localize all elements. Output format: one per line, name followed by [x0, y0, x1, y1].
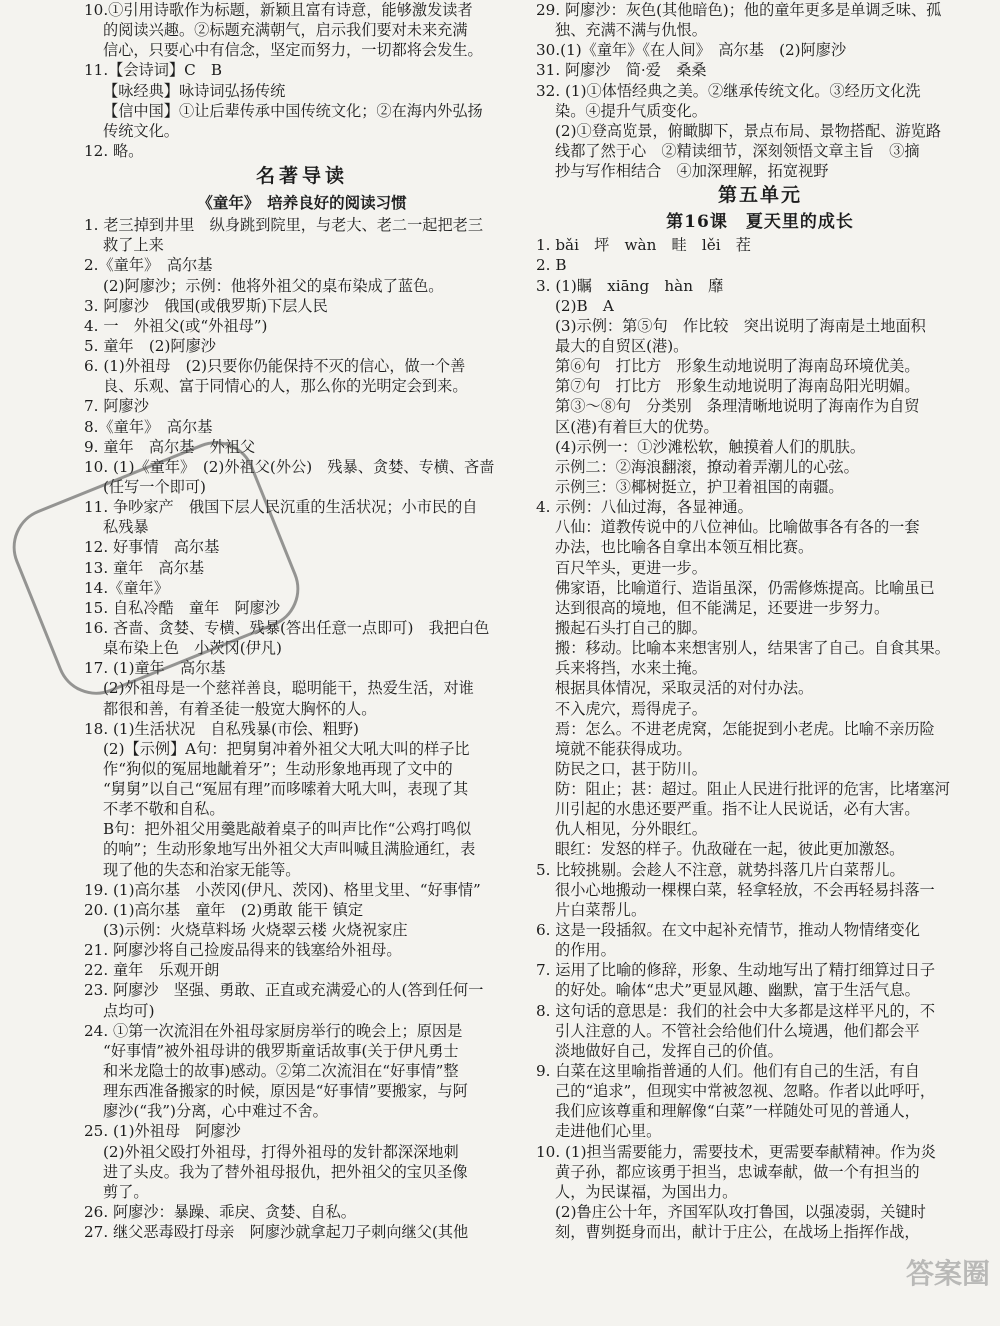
answer-line: 都很和善，有着圣徒一般宽大胸怀的人。 — [103, 699, 377, 718]
answer-line: 6. (1)外祖母 (2)只要你仍能保持不灭的信心，做一个善 — [84, 357, 466, 376]
answer-line: 23. 阿廖沙 坚强、勇敢、正直或充满爱心的人(答到任何一 — [84, 981, 484, 1000]
answer-line: 传统文化。 — [103, 121, 179, 140]
answer-line: 抄与写作相结合 ④加深理解，拓宽视野 — [555, 162, 829, 181]
answer-line: 27. 继父恶毒殴打母亲 阿廖沙就拿起刀子刺向继父(其他 — [84, 1223, 469, 1242]
answer-line: 不入虎穴，焉得虎子。 — [555, 699, 707, 718]
answer-line: 8.《童年》 高尔基 — [84, 417, 213, 436]
answer-line: 22. 童年 乐观开朗 — [84, 961, 220, 980]
answer-line: 9. 白菜在这里喻指普通的人们。他们有自己的生活，有自 — [536, 1062, 920, 1081]
heading: 《童年》 培养良好的阅读习惯 — [197, 193, 407, 213]
answer-line: 黄子孙，都应该勇于担当，忠诚奉献，做一个有担当的 — [555, 1162, 920, 1181]
answer-line: 防：阻止；甚：超过。阻止人民进行批评的危害，比堵塞河 — [555, 780, 950, 799]
answer-line: 廖沙(“我”)分离，心中难过不舍。 — [103, 1102, 328, 1121]
answer-line: 15. 自私冷酷 童年 阿廖沙 — [84, 598, 281, 617]
heading: 第16课 夏天里的成长 — [666, 212, 854, 233]
answer-line: 区(港)有着巨大的优势。 — [555, 417, 719, 436]
answer-line: “好事情”被外祖母讲的俄罗斯童话故事(关于伊凡勇士 — [103, 1041, 459, 1060]
answer-line: 示例二：②海浪翻滚，撩动着弄潮儿的心弦。 — [555, 457, 859, 476]
answer-line: 最大的自贸区(港)。 — [555, 336, 689, 355]
answer-line: 进了头皮。我为了替外祖母报仇，把外祖父的宝贝圣像 — [103, 1162, 468, 1181]
answer-line: 和米龙隐士的故事)感动。②第二次流泪在“好事情”整 — [103, 1062, 459, 1081]
answer-line: 引人注意的人。不管社会给他们什么境遇，他们都会平 — [555, 1021, 920, 1040]
answer-line: 2. B — [536, 256, 567, 275]
answer-line: 6. 这是一段插叙。在文中起补充情节，推动人物情绪变化 — [536, 921, 920, 940]
answer-line: 30.(1)《童年》《在人间》 高尔基 (2)阿廖沙 — [536, 41, 847, 60]
answer-line: 10.①引用诗歌作为标题，新颖且富有诗意，能够激发读者 — [84, 1, 473, 19]
answer-line: 1. bǎi 坪 wàn 畦 lěi 茬 — [536, 236, 751, 255]
answer-line: 5. 童年 (2)阿廖沙 — [84, 336, 216, 355]
answer-line: 剪了。 — [103, 1182, 149, 1201]
answer-line: 示例三：③椰树挺立，护卫着祖国的南疆。 — [555, 477, 844, 496]
answer-line: 31. 阿廖沙 简·爱 桑桑 — [536, 61, 707, 80]
answer-line: 【咏经典】咏诗词弘扬传统 — [103, 81, 286, 100]
answer-line: 私残暴 — [103, 518, 149, 537]
answer-line: (2)鲁庄公十年，齐国军队攻打鲁国，以强凌弱，关键时 — [555, 1203, 926, 1222]
heading: 名著导读 — [255, 165, 348, 188]
answer-line: 26. 阿廖沙：暴躁、乖戾、贪婪、自私。 — [84, 1203, 356, 1222]
answer-line: (2)【示例】A句：把舅舅冲着外祖父大吼大叫的样子比 — [103, 739, 470, 758]
answer-line: (3)示例：火烧草料场 火烧翠云楼 火烧祝家庄 — [103, 921, 408, 940]
answer-line: 搬：移动。比喻本来想害别人，结果害了自己。自食其果。 — [555, 639, 950, 658]
answer-line: 25. (1)外祖母 阿廖沙 — [84, 1122, 241, 1141]
answer-line: (2)①登高览景，俯瞰脚下，景点布局、景物搭配、游览路 — [555, 121, 942, 140]
answer-line: 作“狗似的冤屈地龇着牙”；生动形象地再现了文中的 — [103, 759, 453, 778]
answer-line: 8. 这句话的意思是：我们的社会中大多都是这样平凡的，不 — [536, 1001, 936, 1020]
answer-line: 4. 一 外祖父(或“外祖母”) — [84, 316, 268, 335]
answer-line: 12. 略。 — [84, 141, 144, 160]
answer-line: 焉：怎么。不进老虎窝，怎能捉到小老虎。比喻不亲历险 — [555, 719, 935, 738]
answer-line: 八仙：道教传说中的八位神仙。比喻做事各有各的一套 — [555, 518, 920, 537]
answer-line: 4. 示例：八仙过海，各显神通。 — [536, 498, 753, 517]
answer-line: 7. 阿廖沙 — [84, 397, 149, 416]
answer-line: 【信中国】①让后辈传承中国传统文化；②在海内外弘扬 — [103, 101, 483, 120]
answer-line: 片白菜帮儿。 — [555, 900, 647, 919]
answer-line: 5. 比较挑剔。会趁人不注意，就势抖落几片白菜帮儿。 — [536, 860, 905, 879]
answer-line: 川引起的水患还要严重。指不让人民说话，必有大害。 — [555, 800, 920, 819]
answer-line: (任写一个即可) — [103, 477, 206, 496]
answer-line: 佛家语，比喻道行、造诣虽深，仍需修炼提高。比喻虽已 — [555, 578, 935, 597]
answer-line: 的响”；生动形象地写出外祖父大声叫喊且满脸通红，表 — [103, 840, 476, 859]
answer-line: 淡地做好自己，发挥自己的价值。 — [555, 1041, 783, 1060]
answer-line: 点均可) — [103, 1001, 155, 1020]
answer-line: 11.【会诗词】C B — [84, 61, 223, 80]
answer-line: (2)外祖母是一个慈祥善良，聪明能干，热爱生活，对谁 — [103, 679, 474, 698]
answer-line: 境就不能获得成功。 — [555, 739, 692, 758]
answer-line: 的好处。喻体“忠犬”更显风趣、幽默，富于生活气息。 — [555, 981, 920, 1000]
answer-line: B句：把外祖父用羹匙敲着桌子的叫声比作“公鸡打鸣似 — [103, 820, 472, 839]
answer-line: 线都了然于心 ②精读细节，深刻领悟文章主旨 ③摘 — [555, 141, 920, 160]
answer-line: 兵来将挡，水来土掩。 — [555, 659, 707, 678]
right-column — [536, 0, 984, 1326]
answer-line: 第⑦句 打比方 形象生动地说明了海南岛阳光明媚。 — [555, 377, 920, 396]
answer-line: 信心，只要心中有信念，坚定而努力，一切都将会发生。 — [103, 41, 483, 60]
answer-line: 20. (1)高尔基 童年 (2)勇敢 能干 镇定 — [84, 900, 364, 919]
answer-line: (3)示例：第⑤句 作比较 突出说明了海南是土地面积 — [555, 316, 926, 335]
answer-line: 12. 好事情 高尔基 — [84, 538, 220, 557]
answer-line: 人，为民谋福，为国出力。 — [555, 1182, 738, 1201]
answer-line: 很小心地搬动一棵棵白菜，轻拿轻放，不会再轻易抖落一 — [555, 880, 935, 899]
answer-line: “舅舅”以自己“冤屈有理”而哆嗦着大吼大叫，表现了其 — [103, 780, 469, 799]
answer-line: 14.《童年》 — [84, 578, 169, 597]
answer-line: (2)B A — [555, 296, 614, 315]
answer-line: 7. 运用了比喻的修辞，形象、生动地写出了精打细算过日子 — [536, 961, 936, 980]
answer-line: 办法，也比喻各自拿出本领互相比赛。 — [555, 538, 814, 557]
answer-line: 走进他们心里。 — [555, 1122, 662, 1141]
answer-line: (2)外祖父殴打外祖母，打得外祖母的发针都深深地刺 — [103, 1142, 459, 1161]
answer-line: 根据具体情况，采取灵活的对付办法。 — [555, 679, 814, 698]
watermark-logo: 答案圈 — [905, 1257, 990, 1290]
answer-line: 桌布染上色 小茨冈(伊凡) — [103, 639, 282, 658]
heading: 第五单元 — [717, 184, 802, 207]
answer-line: 10. (1)《童年》 (2)外祖父(外公) 残暴、贪婪、专横、吝啬 — [84, 457, 495, 476]
answer-line: 染。④提升气质变化。 — [555, 101, 707, 120]
answer-line: 13. 童年 高尔基 — [84, 558, 205, 577]
answer-line: 21. 阿廖沙将自己捡废品得来的钱塞给外祖母。 — [84, 941, 402, 960]
answer-line: 己的“追求”，但现实中常被忽视、忽略。作者以此呼吁， — [555, 1082, 936, 1101]
answer-line: 搬起石头打自己的脚。 — [555, 618, 707, 637]
answer-line: 10. (1)担当需要能力，需要技术，更需要奉献精神。作为炎 — [536, 1142, 936, 1161]
answer-line: 2.《童年》 高尔基 — [84, 256, 213, 275]
answer-line: 我们应该尊重和理解像“白菜”一样随处可见的普通人， — [555, 1102, 920, 1121]
answer-line: 24. ①第一次流泪在外祖母家厨房举行的晚会上；原因是 — [84, 1021, 463, 1040]
answer-line: 现了他的失态和治家无能等。 — [103, 860, 301, 879]
answer-line: (2)阿廖沙；示例：他将外祖父的桌布染成了蓝色。 — [103, 276, 444, 295]
answer-line: 的作用。 — [555, 941, 616, 960]
answer-line: 不孝不敬和自私。 — [103, 800, 225, 819]
answer-line: 理东西准备搬家的时候，原因是“好事情”要搬家，与阿 — [103, 1082, 468, 1101]
left-column — [84, 0, 520, 1326]
answer-line: 独、充满不满与仇恨。 — [555, 21, 707, 40]
answer-line: 18. (1)生活状况 自私残暴(市侩、粗野) — [84, 719, 359, 738]
answer-line: 的阅读兴趣。②标题充满朝气，启示我们要对未来充满 — [103, 21, 468, 40]
answer-line: 17. (1)童年 高尔基 — [84, 659, 226, 678]
answer-line: 29. 阿廖沙：灰色(其他暗色)；他的童年更多是单调乏味、孤 — [536, 1, 942, 19]
answer-line: 第⑥句 打比方 形象生动地说明了海南岛环境优美。 — [555, 357, 920, 376]
answer-line: 眼红：发怒的样子。仇敌碰在一起，彼此更加激怒。 — [555, 840, 905, 859]
answer-line: 16. 吝啬、贪婪、专横、残暴(答出任意一点即可) 我把白色 — [84, 618, 490, 637]
answer-line: (4)示例一：①沙滩松软，触摸着人们的肌肤。 — [555, 437, 866, 456]
answer-line: 百尺竿头，更进一步。 — [555, 558, 707, 577]
answer-line: 刻，曹刿挺身而出，献计于庄公，在战场上指挥作战， — [555, 1223, 920, 1242]
answer-line: 第③～⑧句 分类别 条理清晰地说明了海南作为自贸 — [555, 397, 920, 416]
answer-line: 9. 童年 高尔基 外祖父 — [84, 437, 256, 456]
answer-line: 防民之口，甚于防川。 — [555, 759, 707, 778]
answer-line: 仇人相见，分外眼红。 — [555, 820, 707, 839]
answer-line: 32. (1)①体悟经典之美。②继承传统文化。③经历文化洗 — [536, 81, 921, 100]
answer-line: 良、乐观、富于同情心的人，那么你的光明定会到来。 — [103, 377, 468, 396]
answer-line: 救了上来 — [103, 236, 164, 255]
answer-line: 1. 老三掉到井里 纵身跳到院里，与老大、老二一起把老三 — [84, 216, 484, 235]
answer-line: 19. (1)高尔基 小茨冈(伊凡、茨冈)、格里戈里、“好事情” — [84, 880, 481, 899]
answer-line: 3. 阿廖沙 俄国(或俄罗斯)下层人民 — [84, 296, 328, 315]
answer-line: 3. (1)瞩 xiāng hàn 靡 — [536, 276, 724, 295]
answer-line: 达到很高的境地，但不能满足，还要进一步努力。 — [555, 598, 890, 617]
answer-line: 11. 争吵家产 俄国下层人民沉重的生活状况；小市民的自 — [84, 498, 478, 517]
